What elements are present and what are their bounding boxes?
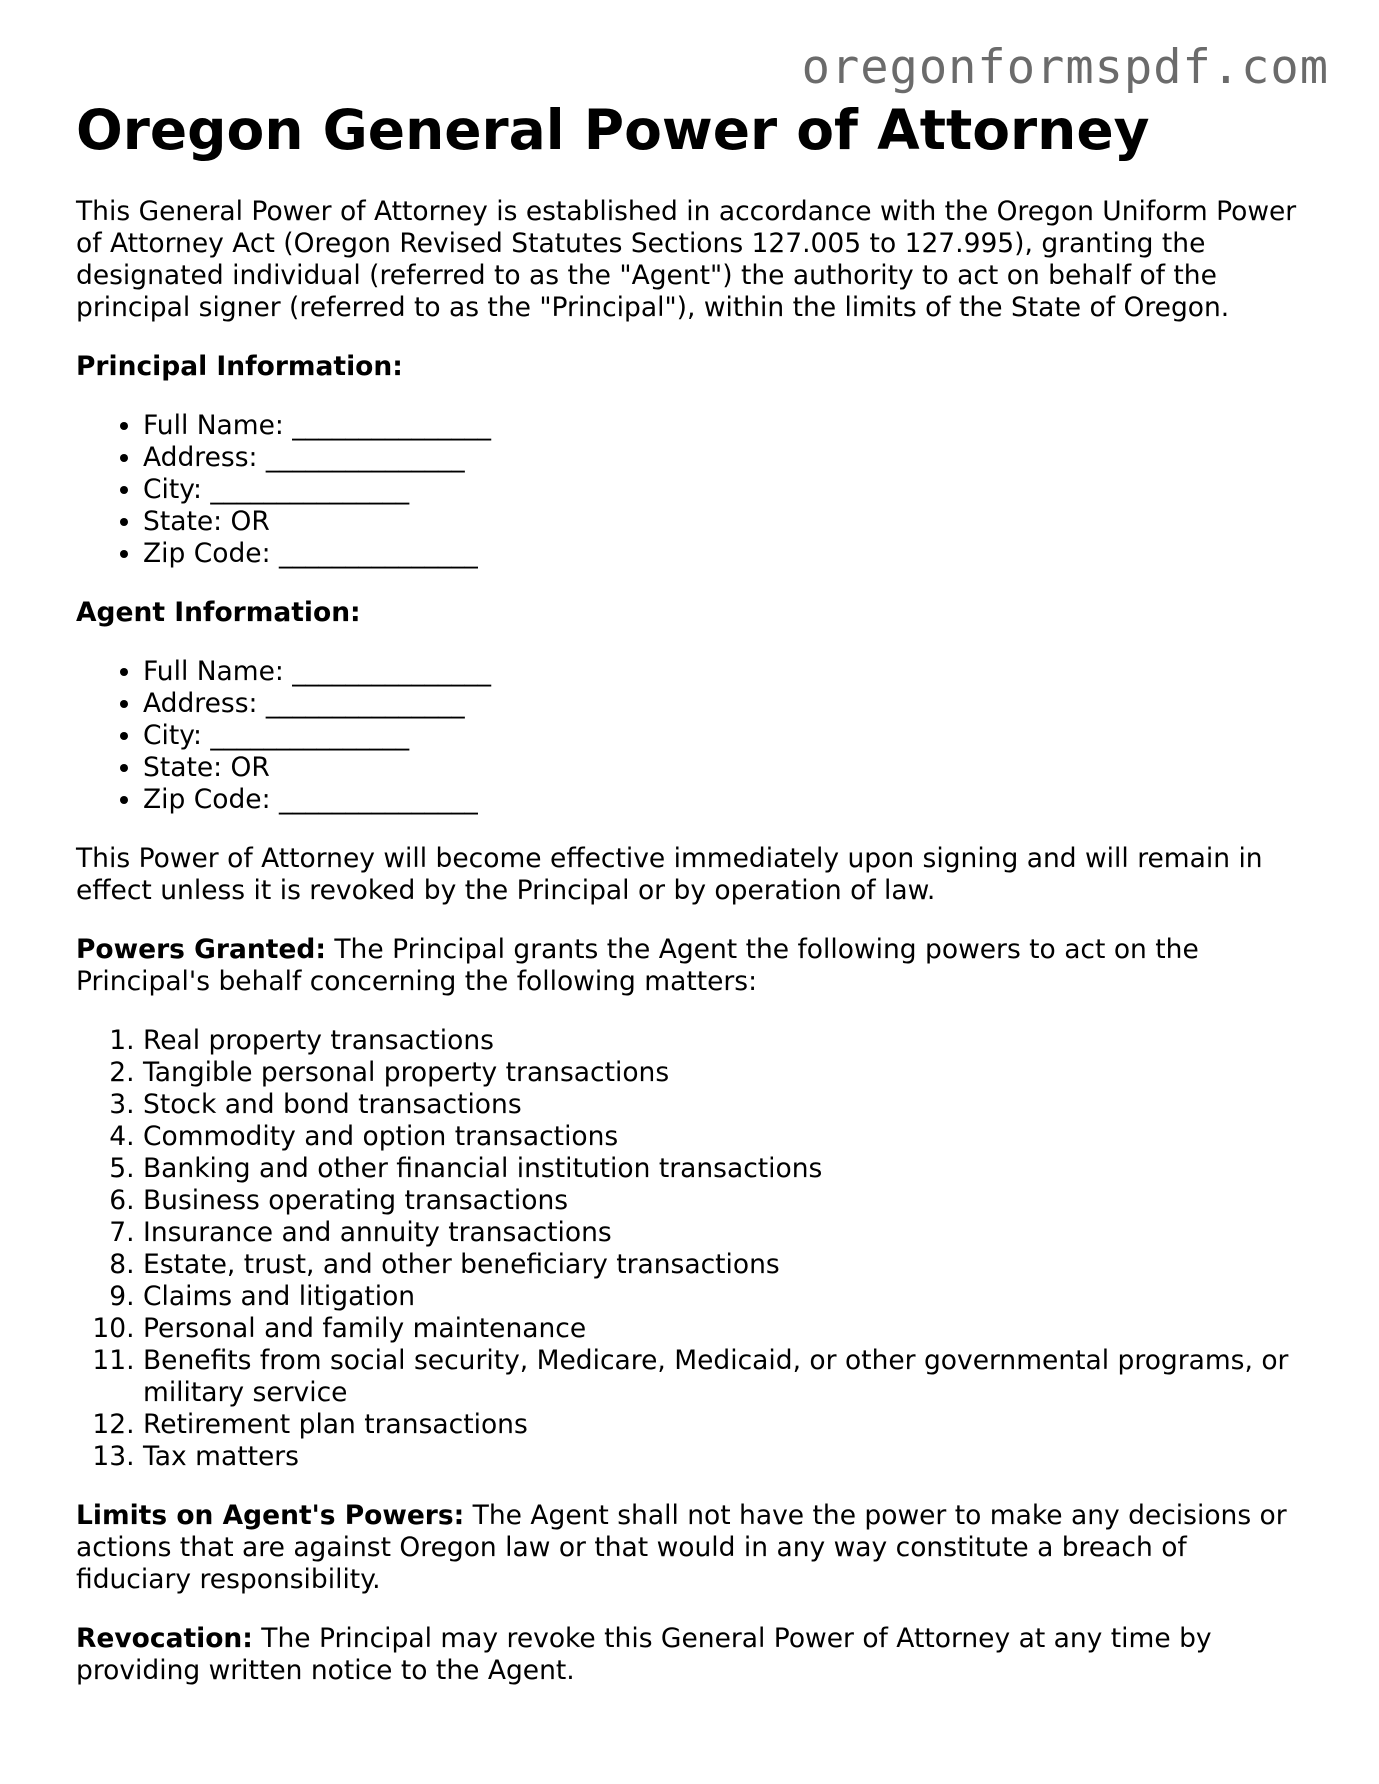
agent-info-heading: Agent Information: xyxy=(76,597,361,628)
principal-info-heading: Principal Information: xyxy=(76,351,403,382)
document-title: Oregon General Power of Attorney xyxy=(76,98,1150,162)
limits-label: Limits on Agent's Powers: xyxy=(76,1500,465,1531)
power-item: 2. Tangible personal property transactions xyxy=(143,1057,1306,1089)
limits-paragraph xyxy=(76,1500,1306,1596)
principal-zip-field: • Zip Code: _______________ xyxy=(143,538,1306,570)
power-item: 6. Business operating transactions xyxy=(143,1185,1306,1217)
watermark: oregonformspdf.com xyxy=(801,40,1329,95)
agent-zip-field: • Zip Code: _______________ xyxy=(143,784,1306,816)
agent-info-list xyxy=(76,656,1306,816)
agent-city-field: • City: _______________ xyxy=(143,720,1306,752)
limits-text: The Agent shall not have the power to make any decisions or actions that are against Oregon law or that would in any way constitute a breach of fiduciary responsibility. xyxy=(76,1500,1287,1595)
power-item: 7. Insurance and annuity transactions xyxy=(143,1217,1306,1249)
power-item: 5. Banking and other financial institution transactions xyxy=(143,1153,1306,1185)
agent-state-field: • State: OR xyxy=(143,752,1306,784)
principal-full-name-field: • Full Name: _______________ xyxy=(143,410,1306,442)
power-item: 3. Stock and bond transactions xyxy=(143,1089,1306,1121)
power-item: 8. Estate, trust, and other beneficiary transactions xyxy=(143,1249,1306,1281)
powers-granted-paragraph xyxy=(76,934,1306,998)
agent-address-field: • Address: _______________ xyxy=(143,688,1306,720)
revocation-paragraph xyxy=(76,1623,1306,1687)
effective-paragraph: This Power of Attorney will become effective immediately upon signing and will remain in effect unless it is revoked by the Principal or by operation of law. xyxy=(76,843,1263,906)
power-item: 13. Tax matters xyxy=(143,1441,1306,1473)
principal-address-field: • Address: _______________ xyxy=(143,442,1306,474)
document-page xyxy=(76,90,1306,1687)
power-item: 10. Personal and family maintenance xyxy=(143,1313,1306,1345)
principal-state-field: • State: OR xyxy=(143,506,1306,538)
revocation-label: Revocation: xyxy=(76,1623,253,1654)
powers-granted-text: The Principal grants the Agent the following powers to act on the Principal's behalf concerning the following matters: xyxy=(76,934,1199,997)
power-item: 4. Commodity and option transactions xyxy=(143,1121,1306,1153)
power-item: 12. Retirement plan transactions xyxy=(143,1409,1306,1441)
powers-granted-label: Powers Granted: xyxy=(76,934,326,965)
principal-info-list xyxy=(76,410,1306,570)
power-item: 1. Real property transactions xyxy=(143,1025,1306,1057)
agent-full-name-field: • Full Name: _______________ xyxy=(143,656,1306,688)
revocation-text: The Principal may revoke this General Power of Attorney at any time by providing written notice to the Agent. xyxy=(76,1623,1212,1686)
power-item: 9. Claims and litigation xyxy=(143,1281,1306,1313)
powers-list xyxy=(76,1025,1306,1473)
intro-paragraph: This General Power of Attorney is established in accordance with the Oregon Uniform Power of Attorney Act (Oregon Revised Statutes Sections 127.005 to 127.995), granting the designated individual (referred to as the "Agent") the authority to act on behalf of the principal signer (referred to as the "Principal"), within the limits of the State of Oregon. xyxy=(76,196,1297,323)
principal-city-field: • City: _______________ xyxy=(143,474,1306,506)
power-item: 11. Benefits from social security, Medicare, Medicaid, or other governmental programs, or military service xyxy=(143,1345,1306,1409)
